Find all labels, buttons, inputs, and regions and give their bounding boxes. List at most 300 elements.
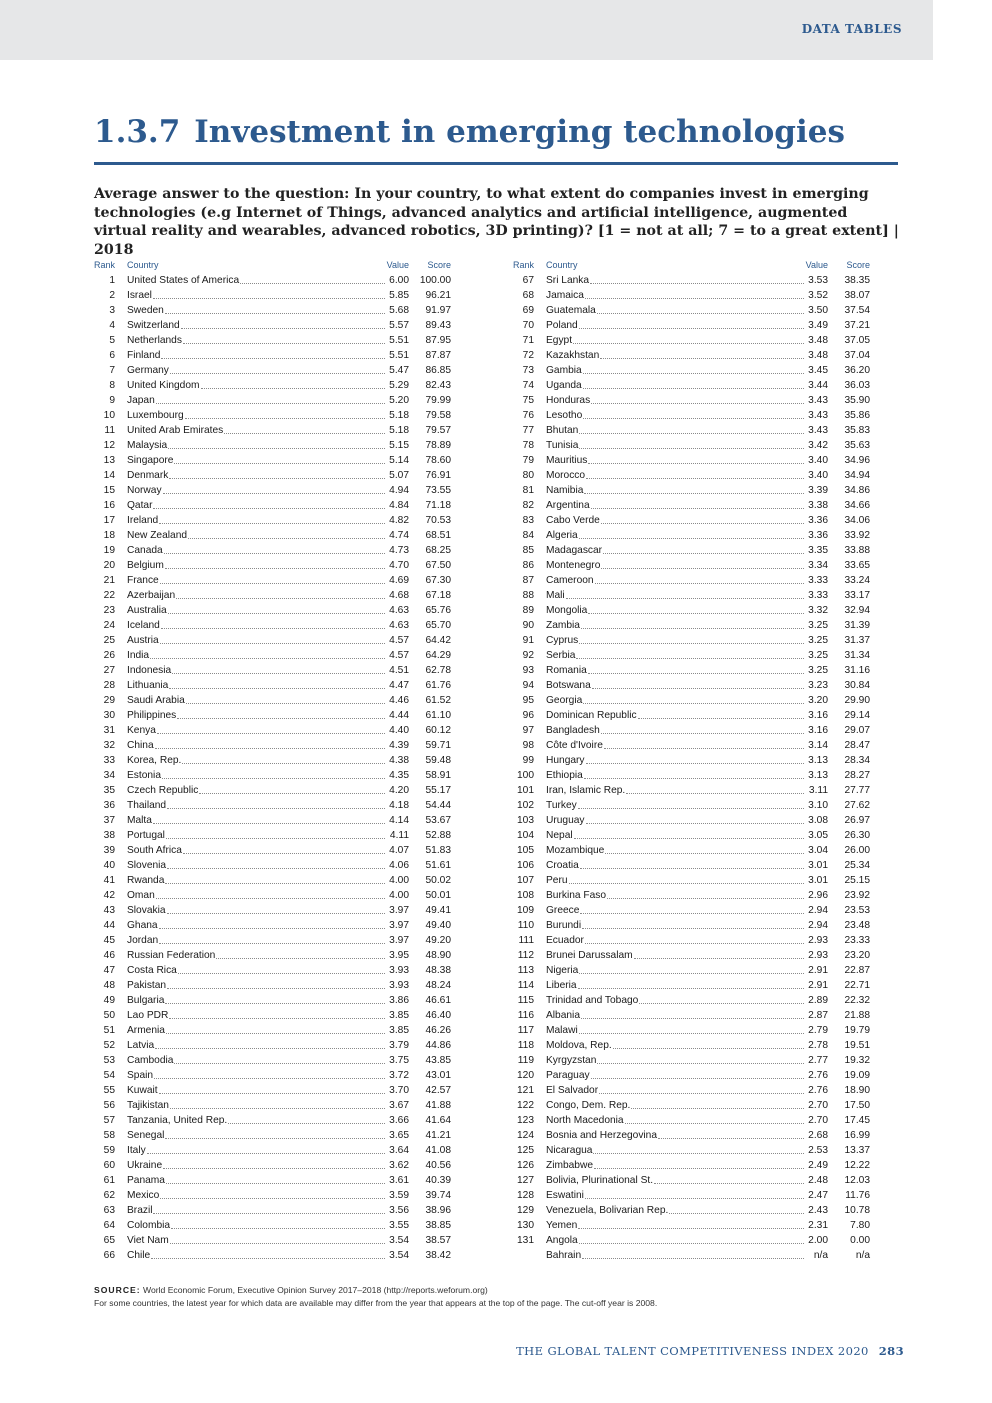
leader-dots [593, 1153, 804, 1154]
leader-dots [159, 928, 385, 929]
table-row [92, 377, 451, 392]
rank-cell: 78 [522, 440, 534, 451]
score-cell: 22.32 [844, 995, 870, 1006]
country-cell [127, 769, 385, 782]
value-cell: 3.72 [389, 1070, 409, 1081]
table-row [511, 857, 870, 872]
value-cell: 3.50 [808, 305, 828, 316]
score-cell: 28.27 [844, 770, 870, 781]
score-cell: 18.90 [844, 1085, 870, 1096]
table-row [92, 512, 451, 527]
score-cell: 16.99 [844, 1130, 870, 1141]
value-cell: 2.43 [808, 1205, 828, 1216]
table-row [92, 407, 451, 422]
rank-cell: 111 [518, 935, 534, 946]
value-cell: 3.49 [808, 320, 828, 331]
value-cell: 3.10 [808, 800, 828, 811]
leader-dots [595, 583, 804, 584]
leader-dots [165, 883, 385, 884]
score-cell: 33.92 [844, 530, 870, 541]
country-name: Burkina Faso [546, 890, 607, 901]
country-cell [546, 484, 804, 497]
table-row [511, 272, 870, 287]
score-cell: 38.07 [844, 290, 870, 301]
value-cell: 4.63 [389, 605, 409, 616]
country-name: Cyprus [546, 635, 579, 646]
country-cell [127, 754, 385, 767]
table-row [92, 782, 451, 797]
rank-cell: 105 [517, 845, 534, 856]
country-cell [127, 1159, 385, 1172]
rank-cell: 13 [103, 455, 115, 466]
leader-dots [166, 1183, 385, 1184]
score-cell: 33.24 [844, 575, 870, 586]
country-cell [127, 1039, 385, 1052]
rank-cell: 130 [517, 1220, 534, 1231]
rank-cell: 96 [522, 710, 534, 721]
country-name: Australia [127, 605, 167, 616]
rank-cell: 104 [517, 830, 534, 841]
leader-dots [588, 613, 804, 614]
rank-cell: 5 [109, 335, 115, 346]
leader-dots [159, 1093, 385, 1094]
table-row [92, 767, 451, 782]
value-cell: 4.35 [389, 770, 409, 781]
value-cell: 3.05 [808, 830, 828, 841]
rank-cell: 116 [517, 1010, 534, 1021]
rank-cell: 73 [522, 365, 534, 376]
country-name: Jamaica [546, 290, 584, 301]
leader-dots [159, 523, 385, 524]
country-cell [127, 394, 385, 407]
rank-cell: 112 [517, 950, 534, 961]
country-cell [127, 919, 385, 932]
country-cell [546, 679, 804, 692]
table-row [92, 962, 451, 977]
score-cell: 62.78 [425, 665, 451, 676]
table-row [511, 587, 870, 602]
page-number: 283 [878, 1344, 904, 1358]
score-cell: 34.86 [844, 485, 870, 496]
value-cell: 3.93 [389, 965, 409, 976]
country-name: Egypt [546, 335, 573, 346]
leader-dots [658, 1138, 804, 1139]
country-name: Korea, Rep. [127, 755, 182, 766]
rank-cell: 87 [522, 575, 534, 586]
table-row [92, 452, 451, 467]
value-cell: 3.25 [808, 620, 828, 631]
country-cell [546, 1129, 804, 1142]
value-cell: 5.15 [389, 440, 409, 451]
country-name: Bangladesh [546, 725, 600, 736]
country-cell [546, 439, 804, 452]
table-row [511, 497, 870, 512]
table-row [511, 542, 870, 557]
leader-dots [582, 928, 804, 929]
table-row [511, 647, 870, 662]
score-cell: 42.57 [425, 1085, 451, 1096]
country-name: Burundi [546, 920, 582, 931]
country-name: Slovenia [127, 860, 167, 871]
rank-cell: 43 [103, 905, 115, 916]
country-cell [127, 409, 385, 422]
leader-dots [592, 688, 804, 689]
rank-cell: 44 [103, 920, 115, 931]
value-cell: 3.55 [389, 1220, 409, 1231]
value-cell: 3.93 [389, 980, 409, 991]
country-name: Côte d'Ivoire [546, 740, 603, 751]
rank-cell: 9 [109, 395, 115, 406]
rank-cell: 77 [522, 425, 534, 436]
table-row [92, 287, 451, 302]
leader-dots [584, 778, 804, 779]
score-cell: 39.74 [425, 1190, 451, 1201]
country-cell [546, 1054, 804, 1067]
rank-cell: 68 [522, 290, 534, 301]
rank-cell: 59 [103, 1145, 115, 1156]
value-cell: 2.31 [808, 1220, 828, 1231]
score-cell: 34.06 [844, 515, 870, 526]
country-name: Saudi Arabia [127, 695, 185, 706]
leader-dots [579, 1243, 804, 1244]
rank-cell: 45 [103, 935, 115, 946]
header-band [0, 0, 933, 60]
country-header: Country [546, 260, 578, 270]
rank-cell: 79 [522, 455, 534, 466]
leader-dots [639, 1003, 804, 1004]
country-cell [546, 784, 804, 797]
value-cell: 2.93 [808, 950, 828, 961]
score-cell: 21.88 [844, 1010, 870, 1021]
country-name: Malawi [546, 1025, 578, 1036]
rank-cell: 98 [522, 740, 534, 751]
rank-cell: 1 [109, 275, 115, 286]
leader-dots [228, 1123, 385, 1124]
country-name: Uruguay [546, 815, 585, 826]
publication-title: THE GLOBAL TALENT COMPETITIVENESS INDEX 2020 [516, 1344, 869, 1358]
score-cell: 29.07 [844, 725, 870, 736]
rank-cell: 49 [103, 995, 115, 1006]
score-cell: 44.86 [425, 1040, 451, 1051]
leader-dots [165, 1003, 385, 1004]
leader-dots [588, 463, 804, 464]
table-row [511, 977, 870, 992]
score-cell: 78.60 [425, 455, 451, 466]
table-row [92, 332, 451, 347]
rank-cell: 20 [103, 560, 115, 571]
leader-dots [588, 673, 804, 674]
country-cell [546, 994, 804, 1007]
country-cell [546, 424, 804, 437]
score-cell: 79.57 [425, 425, 451, 436]
leader-dots [579, 328, 804, 329]
rank-cell: 63 [103, 1205, 115, 1216]
leader-dots [638, 718, 804, 719]
table-row [511, 437, 870, 452]
score-cell: 17.45 [844, 1115, 870, 1126]
leader-dots [183, 343, 385, 344]
leader-dots [147, 1153, 385, 1154]
rank-cell: 126 [517, 1160, 534, 1171]
score-cell: 7.80 [850, 1220, 870, 1231]
country-name: Italy [127, 1145, 146, 1156]
rank-cell: 53 [103, 1055, 115, 1066]
rank-cell: 129 [517, 1205, 534, 1216]
rank-cell: 72 [522, 350, 534, 361]
score-cell: 50.02 [425, 875, 451, 886]
country-cell [127, 589, 385, 602]
country-cell [546, 1069, 804, 1082]
country-cell [546, 334, 804, 347]
score-cell: 76.91 [425, 470, 451, 481]
leader-dots [166, 1033, 385, 1034]
table-row [511, 692, 870, 707]
score-cell: 91.97 [425, 305, 451, 316]
country-cell [127, 1174, 385, 1187]
score-cell: 40.39 [425, 1175, 451, 1186]
table-row [92, 647, 451, 662]
leader-dots [163, 493, 385, 494]
country-name: Dominican Republic [546, 710, 637, 721]
table-row [92, 977, 451, 992]
table-row [92, 602, 451, 617]
leader-dots [576, 658, 804, 659]
table-row [511, 1127, 870, 1142]
table-header [511, 259, 870, 272]
table-row [92, 947, 451, 962]
country-cell [546, 574, 804, 587]
country-name: Iceland [127, 620, 160, 631]
table-row [511, 392, 870, 407]
country-name: Tajikistan [127, 1100, 169, 1111]
country-name: Czech Republic [127, 785, 199, 796]
value-cell: 3.35 [808, 545, 828, 556]
country-name: Canada [127, 545, 163, 556]
score-cell: 26.97 [844, 815, 870, 826]
country-name: Mozambique [546, 845, 605, 856]
score-cell: 86.85 [425, 365, 451, 376]
country-name: Denmark [127, 470, 169, 481]
country-name: Kazakhstan [546, 350, 600, 361]
leader-dots [164, 553, 385, 554]
leader-dots [583, 703, 804, 704]
country-cell [127, 574, 385, 587]
rank-cell: 127 [517, 1175, 534, 1186]
rank-cell: 38 [103, 830, 115, 841]
country-name: Chile [127, 1250, 151, 1261]
rank-cell: 93 [522, 665, 534, 676]
leader-dots [163, 1168, 385, 1169]
value-cell: 3.79 [389, 1040, 409, 1051]
value-cell: 3.85 [389, 1025, 409, 1036]
leader-dots [569, 883, 804, 884]
leader-dots [153, 508, 385, 509]
section-label: DATA TABLES [801, 22, 902, 36]
country-name: Romania [546, 665, 587, 676]
rank-cell: 2 [109, 290, 115, 301]
leader-dots [581, 1018, 804, 1019]
score-cell: 29.14 [844, 710, 870, 721]
country-name: Azerbaijan [127, 590, 176, 601]
score-cell: 48.38 [425, 965, 451, 976]
table-row [511, 1217, 870, 1232]
value-cell: 4.39 [389, 740, 409, 751]
country-cell [546, 364, 804, 377]
country-name: Argentina [546, 500, 590, 511]
country-cell [546, 1249, 804, 1262]
country-name: Malta [127, 815, 152, 826]
country-cell [127, 784, 385, 797]
table-row [92, 422, 451, 437]
country-cell [546, 1219, 804, 1232]
country-cell [127, 364, 385, 377]
table-row [92, 1127, 451, 1142]
country-cell [546, 649, 804, 662]
rank-cell: 31 [103, 725, 115, 736]
value-cell: 2.89 [808, 995, 828, 1006]
rank-cell: 40 [103, 860, 115, 871]
value-cell: 2.47 [808, 1190, 828, 1201]
leader-dots [153, 1213, 385, 1214]
leader-dots [174, 463, 385, 464]
leader-dots [591, 1078, 804, 1079]
table-row [511, 1187, 870, 1202]
value-cell: 3.54 [389, 1250, 409, 1261]
table-row [511, 1202, 870, 1217]
country-name: Cameroon [546, 575, 594, 586]
rank-cell: 70 [522, 320, 534, 331]
table-row [92, 842, 451, 857]
table-row [92, 1112, 451, 1127]
table-row [92, 1022, 451, 1037]
score-cell: 43.85 [425, 1055, 451, 1066]
leader-dots [634, 958, 804, 959]
country-cell [546, 1159, 804, 1172]
rank-cell: 60 [103, 1160, 115, 1171]
value-cell: 3.45 [808, 365, 828, 376]
value-cell: 3.40 [808, 455, 828, 466]
cutoff-note: For some countries, the latest year for which data are available may differ from the year that appears at the top of the page. The cut-off year is 2008. [94, 1298, 658, 1308]
table-row [511, 887, 870, 902]
table-row [511, 422, 870, 437]
table-row [92, 1157, 451, 1172]
leader-dots [607, 898, 804, 899]
table-row [511, 632, 870, 647]
value-cell: 2.93 [808, 935, 828, 946]
table-row [92, 662, 451, 677]
table-row [511, 1022, 870, 1037]
table-row [92, 797, 451, 812]
country-name: Oman [127, 890, 155, 901]
country-name: Albania [546, 1010, 580, 1021]
leader-dots [591, 508, 804, 509]
rank-cell: 37 [103, 815, 115, 826]
score-cell: 68.51 [425, 530, 451, 541]
score-cell: 58.91 [425, 770, 451, 781]
value-cell: 2.77 [808, 1055, 828, 1066]
table-row [511, 932, 870, 947]
country-cell [127, 1144, 385, 1157]
country-cell [127, 559, 385, 572]
table-row [92, 932, 451, 947]
value-cell: 2.76 [808, 1085, 828, 1096]
rank-cell: 58 [103, 1130, 115, 1141]
rank-cell: 27 [103, 665, 115, 676]
rank-cell: 46 [103, 950, 115, 961]
country-name: Turkey [546, 800, 577, 811]
country-name: Congo, Dem. Rep. [546, 1100, 631, 1111]
country-name: Singapore [127, 455, 174, 466]
country-cell [127, 664, 385, 677]
rank-cell: 86 [522, 560, 534, 571]
country-cell [127, 484, 385, 497]
rank-cell: 115 [517, 995, 534, 1006]
value-cell: 2.76 [808, 1070, 828, 1081]
score-cell: 22.87 [844, 965, 870, 976]
value-cell: 3.95 [389, 950, 409, 961]
score-cell: 34.96 [844, 455, 870, 466]
table-row [511, 452, 870, 467]
table-row [511, 512, 870, 527]
score-cell: 87.87 [425, 350, 451, 361]
table-row [511, 722, 870, 737]
score-cell: 46.61 [425, 995, 451, 1006]
rank-cell: 121 [517, 1085, 534, 1096]
country-name: Slovakia [127, 905, 166, 916]
value-cell: 3.97 [389, 920, 409, 931]
table-row [511, 362, 870, 377]
score-cell: 27.62 [844, 800, 870, 811]
leader-dots [151, 1258, 385, 1259]
score-cell: 87.95 [425, 335, 451, 346]
value-cell: 2.96 [808, 890, 828, 901]
score-cell: 34.94 [844, 470, 870, 481]
leader-dots [579, 538, 804, 539]
country-cell [127, 1189, 385, 1202]
rank-cell: 28 [103, 680, 115, 691]
table-row [92, 1217, 451, 1232]
country-name: Russian Federation [127, 950, 216, 961]
value-cell: 5.18 [389, 410, 409, 421]
rank-cell: 82 [522, 500, 534, 511]
country-name: Philippines [127, 710, 177, 721]
leader-dots [172, 673, 385, 674]
country-cell [127, 349, 385, 362]
rank-cell: 100 [517, 770, 534, 781]
leader-dots [165, 568, 385, 569]
score-cell: 61.76 [425, 680, 451, 691]
leader-dots [182, 763, 385, 764]
table-row [92, 1247, 451, 1262]
table-row [92, 617, 451, 632]
value-cell: 3.85 [389, 1010, 409, 1021]
leader-dots [631, 1108, 804, 1109]
value-cell: 2.87 [808, 1010, 828, 1021]
score-cell: 50.01 [425, 890, 451, 901]
score-cell: 78.89 [425, 440, 451, 451]
country-cell [127, 274, 385, 287]
value-cell: 3.34 [808, 560, 828, 571]
value-cell: 3.62 [389, 1160, 409, 1171]
country-name: Cabo Verde [546, 515, 600, 526]
country-cell [546, 874, 804, 887]
country-cell [127, 1204, 385, 1217]
country-cell [127, 1054, 385, 1067]
leader-dots [171, 1228, 385, 1229]
country-name: Jordan [127, 935, 159, 946]
country-cell [127, 604, 385, 617]
country-name: Germany [127, 365, 169, 376]
